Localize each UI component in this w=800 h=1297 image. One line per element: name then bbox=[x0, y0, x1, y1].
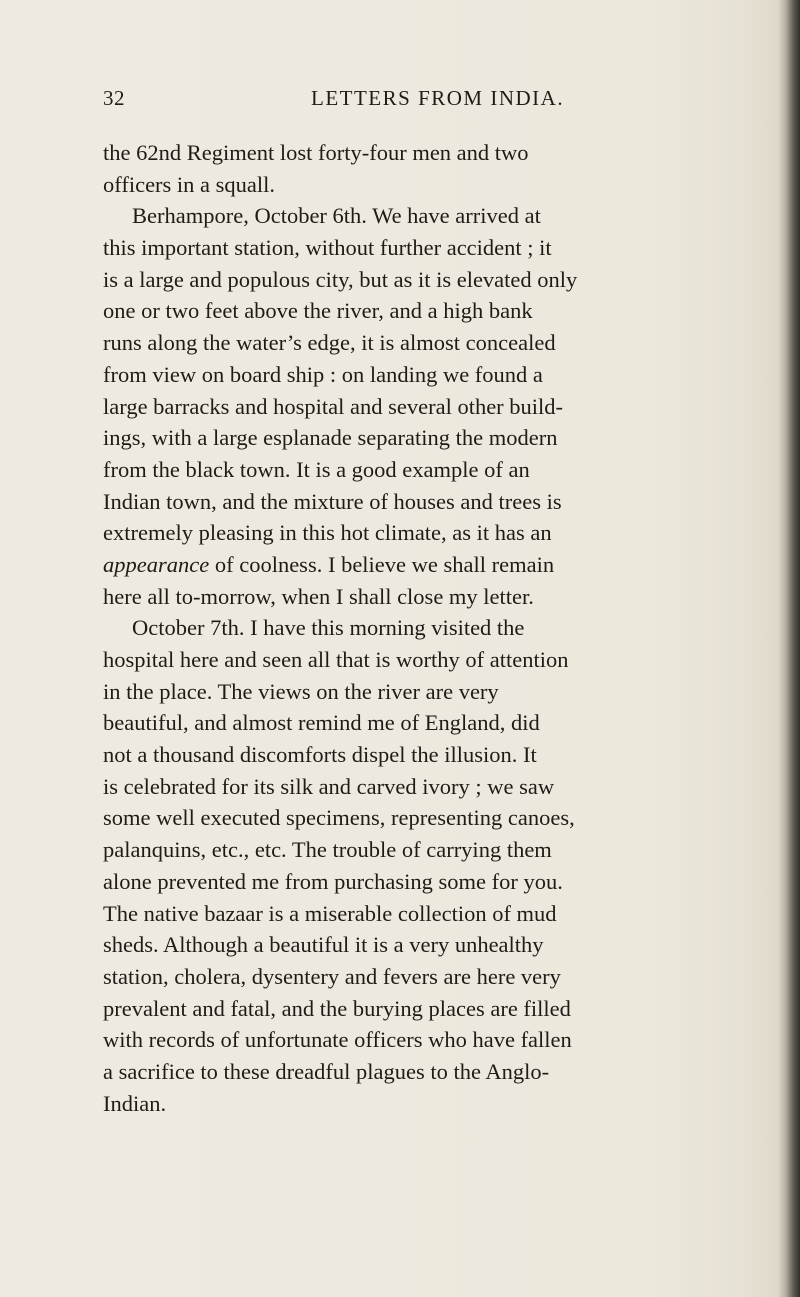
text-line: some well executed specimens, representing canoes, bbox=[103, 805, 575, 831]
body-text bbox=[103, 137, 703, 1119]
running-head: LETTERS FROM INDIA. bbox=[311, 86, 565, 110]
text-line: is celebrated for its silk and carved ivory ; we saw bbox=[103, 773, 555, 799]
text-line: in the place. The views on the river are very bbox=[103, 678, 499, 704]
text-line: prevalent and fatal, and the burying places are filled bbox=[103, 995, 571, 1021]
text-line: Indian. bbox=[103, 1090, 167, 1116]
text-line: runs along the water’s edge, it is almost concealed bbox=[103, 330, 556, 356]
text-line: here all to-morrow, when I shall close my letter. bbox=[103, 583, 534, 609]
text-line: ings, with a large esplanade separating the modern bbox=[103, 425, 558, 451]
text-line: one or two feet above the river, and a high bank bbox=[103, 298, 533, 324]
text-line: beautiful, and almost remind me of England, did bbox=[103, 710, 540, 736]
text-line: hospital here and seen all that is worthy of attention bbox=[103, 647, 569, 672]
text-line-with-italic bbox=[103, 549, 703, 581]
text-line: Berhampore, October 6th. We have arrived at bbox=[132, 203, 541, 229]
text-line: with records of unfortunate officers who have fallen bbox=[103, 1027, 572, 1053]
page-header bbox=[103, 86, 683, 116]
text-line: station, cholera, dysentery and fevers are here very bbox=[103, 963, 561, 989]
text-line: Indian town, and the mixture of houses and trees is bbox=[103, 488, 562, 514]
text-line: a sacrifice to these dreadful plagues to the Anglo- bbox=[103, 1058, 550, 1084]
text-line: the 62nd Regiment lost forty-four men and two bbox=[103, 140, 529, 165]
text-line: October 7th. I have this morning visited the bbox=[132, 615, 525, 641]
text-line: officers in a squall. bbox=[103, 171, 276, 197]
text-line: sheds. Although a beautiful it is a very unhealthy bbox=[103, 932, 544, 958]
text-line: from the black town. It is a good example of an bbox=[103, 456, 530, 482]
text-line: this important station, without further accident ; it bbox=[103, 235, 552, 261]
text-line: alone prevented me from purchasing some for you. bbox=[103, 868, 563, 894]
text-line: not a thousand discomforts dispel the illusion. It bbox=[103, 742, 537, 768]
text-line: The native bazaar is a miserable collection of mud bbox=[103, 900, 557, 926]
text-line-remainder: of coolness. I believe we shall remain bbox=[209, 551, 555, 577]
text-line: from view on board ship : on landing we found a bbox=[103, 361, 543, 387]
book-spine-shadow bbox=[778, 0, 800, 1297]
page-number: 32 bbox=[103, 86, 125, 110]
text-line: is a large and populous city, but as it is elevated only bbox=[103, 266, 578, 292]
text-line: extremely pleasing in this hot climate, as it has an bbox=[103, 520, 552, 546]
italic-word: appearance bbox=[103, 551, 210, 577]
text-line: large barracks and hospital and several other build- bbox=[103, 393, 564, 419]
text-line: palanquins, etc., etc. The trouble of carrying them bbox=[103, 837, 552, 863]
